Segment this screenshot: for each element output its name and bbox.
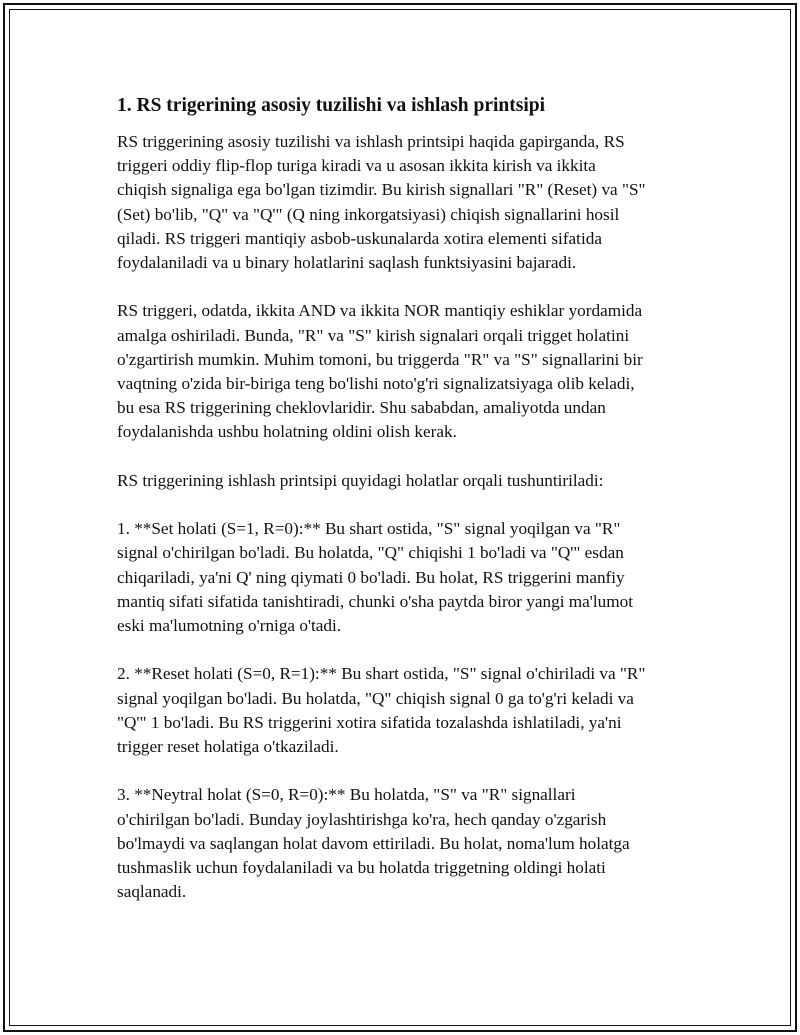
list-item-reset-state: 2. **Reset holati (S=0, R=1):** Bu shart ostida, "S" signal o'chiriladi va "R" signal yoqilgan bo'ladi. Bu holatda, "Q" chiqish signal 0 ga to'g'ri keladi va "Q'" 1 bo'ladi. Bu RS triggerini xotira sifatida tozalashda ishlatiladi, ya'ni trigger reset holatiga o'tkaziladi. — [117, 664, 646, 757]
list-item-set-state: 1. **Set holati (S=1, R=0):** Bu shart ostida, "S" signal yoqilgan va "R" signal o'chirilgan bo'ladi. Bu holatda, "Q" chiqishi 1 bo'ladi va "Q'" esdan chiqariladi, ya'ni Q' ning qiymati 0 bo'ladi. Bu holat, RS triggerini manfiy mantiq sifati sifatida tanishtiradi, chunki o'sha paytda biror yangi ma'lumot eski ma'lumotning o'rniga o'tadi. — [117, 519, 633, 636]
paragraph-principle-lead: RS triggerining ishlash printsipi quyidagi holatlar orqali tushuntiriladi: — [117, 470, 604, 490]
paragraph-implementation: RS triggeri, odatda, ikkita AND va ikkita NOR mantiqiy eshiklar yordamida amalga oshiriladi. Bunda, "R" va "S" kirish signalari orqali trigget holatini o'zgartirish mumkin. Muhim tomoni, bu triggerda "R" va "S" signallarini bir vaqtning o'zida bir-biriga teng bo'lishi noto'g'ri signalizatsiyaga olib keladi, bu esa RS triggerining cheklovlaridir. Shu sababdan, amaliyotda undan foydalanishda ushbu holatning oldini olish kerak. — [117, 301, 643, 442]
list-item-neutral-state: 3. **Neytral holat (S=0, R=0):** Bu holatda, "S" va "R" signallari o'chirilgan bo'ladi. Bunday joylashtirishga ko'ra, hech qanday o'zgarish bo'lmaydi va saqlangan holat davom ettiriladi. Bu holat, noma'lum holatga tushmaslik uchun foydalaniladi va bu holatda triggetning oldingi holati saqlanadi. — [117, 785, 630, 902]
document-body — [117, 92, 677, 929]
section-heading: 1. RS trigerining asosiy tuzilishi va ishlash printsipi — [117, 95, 546, 116]
paragraph-intro: RS triggerining asosiy tuzilishi va ishlash printsipi haqida gapirganda, RS triggeri oddiy flip-flop turiga kiradi va u asosan ikkita kirish va ikkita chiqish signaliga ega bo'lgan tizimdir. Bu kirish signallari "R" (Reset) va "S" (Set) bo'lib, "Q" va "Q'" (Q ning inkorgatsiyasi) chiqish signallarini hosil qiladi. RS triggeri mantiqiy asbob-uskunalarda xotira elementi sifatida foydalaniladi va u binary holatlarini saqlash funktsiyasini bajaradi. — [117, 132, 646, 273]
